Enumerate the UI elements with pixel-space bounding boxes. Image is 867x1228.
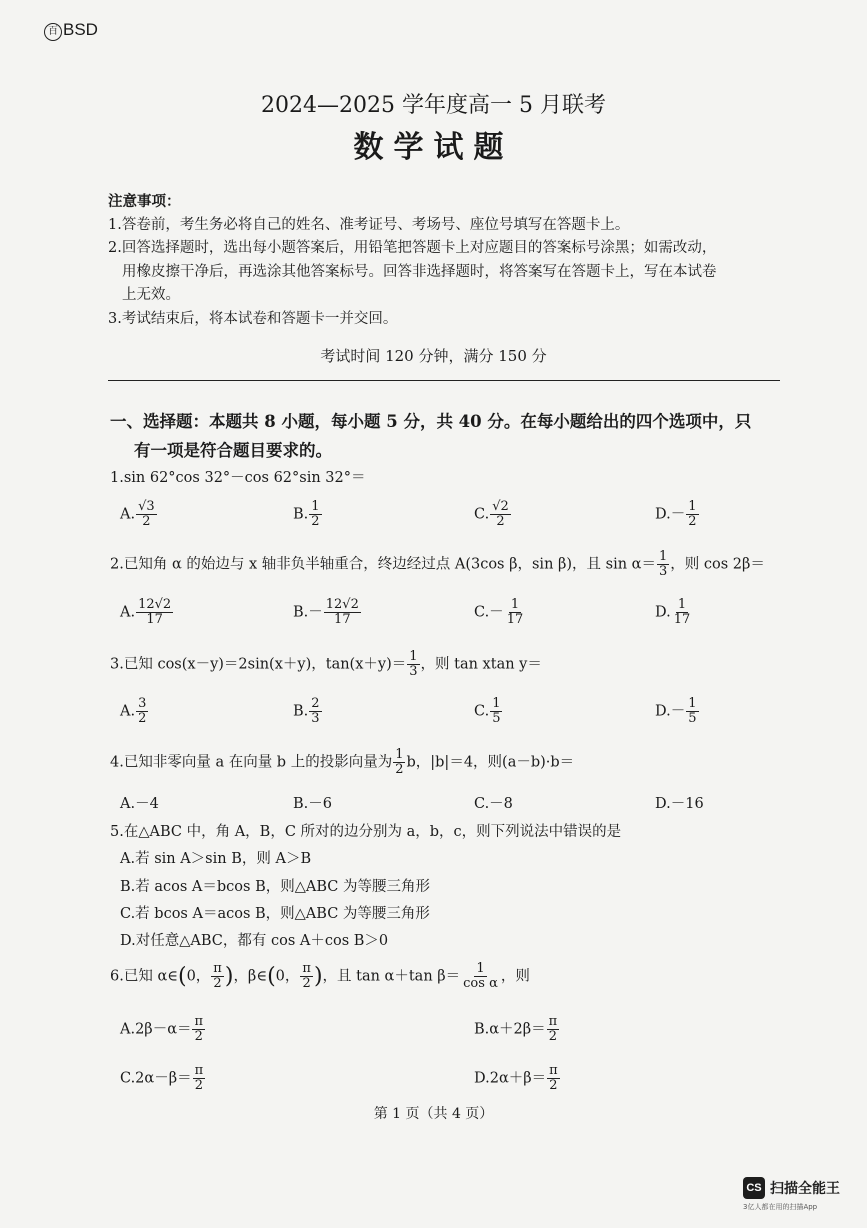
notes-heading: 注意事项：: [108, 193, 181, 210]
camscanner-icon: CS: [743, 1177, 765, 1199]
question-1-option-a: A. $\frac{√3}{2}$: [120, 499, 155, 529]
question-6-option-b: B.α＋2β＝ $\frac{\pi}{2}$: [474, 1014, 558, 1044]
question-1-option-b: B. $\frac{1}{2}$: [293, 499, 320, 529]
question-3-option-c: C. $\frac{1}{5}$: [474, 696, 501, 726]
question-6-option-c: C.2α－β＝ $\frac{\pi}{2}$: [120, 1063, 204, 1093]
question-5-option-c: C.若 bcos A＝acos B，则△ABC 为等腰三角形: [120, 906, 430, 922]
note-item: 2.回答选择题时，选出每小题答案后，用铅笔把答题卡上对应题目的答案标号涂黑；如需改动，: [108, 240, 717, 256]
question-4-option-b: B.－6: [293, 796, 332, 812]
question-6-option-d: D.2α＋β＝ $\frac{\pi}{2}$: [474, 1063, 558, 1093]
question-1-option-d: D.－ $\frac{1}{2}$: [655, 499, 697, 529]
exam-title: 2024—2025 学年度高一 5 月联考: [261, 93, 606, 118]
question-2-option-a: A. $\frac{12√2}{17}$: [120, 597, 172, 627]
question-4-option-c: C.－8: [474, 796, 513, 812]
question-6-stem: 6.已知 α∈(0， $\frac{\pi}{2}$ )，β∈(0， $\frac{\pi}{2}$ )，且 tan α＋tan β＝ $\frac{1}{\text{cos α}}$ ，则: [110, 961, 530, 991]
question-3-option-d: D.－ $\frac{1}{5}$: [655, 696, 697, 726]
note-item: 上无效。: [122, 287, 180, 303]
scanner-watermark: [743, 1175, 853, 1215]
question-2-option-b: B.－ $\frac{12√2}{17}$: [293, 597, 359, 627]
question-4-option-a: A.－4: [120, 796, 159, 812]
watermark-name: 扫描全能王: [770, 1181, 840, 1197]
divider: [108, 380, 780, 381]
question-5-stem: 5.在△ABC 中，角 A，B，C 所对的边分别为 a，b，c，则下列说法中错误的是: [110, 824, 622, 840]
question-6-option-a: A.2β－α＝ $\frac{\pi}{2}$: [120, 1014, 204, 1044]
note-item: 3.考试结束后，将本试卷和答题卡一并交回。: [108, 310, 398, 327]
question-1-stem: 1.sin 62°cos 32°－cos 62°sin 32°＝: [110, 470, 366, 486]
question-5-option-b: B.若 acos A＝bcos B，则△ABC 为等腰三角形: [120, 879, 430, 895]
publisher-logo: 百 BSD: [44, 20, 98, 41]
question-5-option-d: D.对任意△ABC，都有 cos A＋cos B＞0: [120, 933, 389, 949]
question-4-stem: 4.已知非零向量 a 在向量 b 上的投影向量为 $\frac{1}{2}$ b，|b|＝4，则(a－b)·b＝: [110, 747, 575, 777]
question-3-option-b: B. $\frac{2}{3}$: [293, 696, 320, 726]
note-item: 1.答卷前，考生务必将自己的姓名、准考证号、考场号、座位号填写在答题卡上。: [108, 216, 630, 233]
question-3-option-a: A. $\frac{3}{2}$: [120, 696, 147, 726]
question-4-option-d: D.－16: [655, 796, 704, 812]
exam-time-info: 考试时间 120 分钟，满分 150 分: [320, 347, 547, 365]
exam-notes: [108, 190, 788, 331]
question-2-option-c: C.－ $\frac{1}{17}$: [474, 597, 524, 627]
subject-title: 数学试题: [353, 130, 514, 165]
page-number: 第 1 页（共 4 页）: [373, 1106, 494, 1122]
note-item: 用橡皮擦干净后，再选涂其他答案标号。回答非选择题时，将答案写在答题卡上，写在本试卷: [122, 263, 717, 280]
section-heading: 一、选择题：本题共 8 小题，每小题 5 分，共 40 分。在每小题给出的四个选项中，只 有一项是符合题目要求的。: [110, 412, 752, 460]
question-2-stem: 2.已知角 α 的始边与 x 轴非负半轴重合，终边经过点 A(3cos β，sin β)，且 sin α＝ $\frac{1}{3}$ ，则 cos 2β＝: [110, 549, 765, 579]
question-1-option-c: C. $\frac{√2}{2}$: [474, 499, 509, 529]
question-2-option-d: D. $\frac{1}{17}$: [655, 597, 691, 627]
logo-circle-icon: 百: [44, 23, 62, 41]
question-3-stem: 3.已知 cos(x－y)＝2sin(x＋y)，tan(x＋y)＝ $\frac{1}{3}$ ，则 tan xtan y＝: [110, 649, 542, 679]
watermark-subtitle: 3亿人都在用的扫描App: [743, 1203, 818, 1211]
question-5-option-a: A.若 sin A＞sin B，则 A＞B: [120, 851, 312, 867]
